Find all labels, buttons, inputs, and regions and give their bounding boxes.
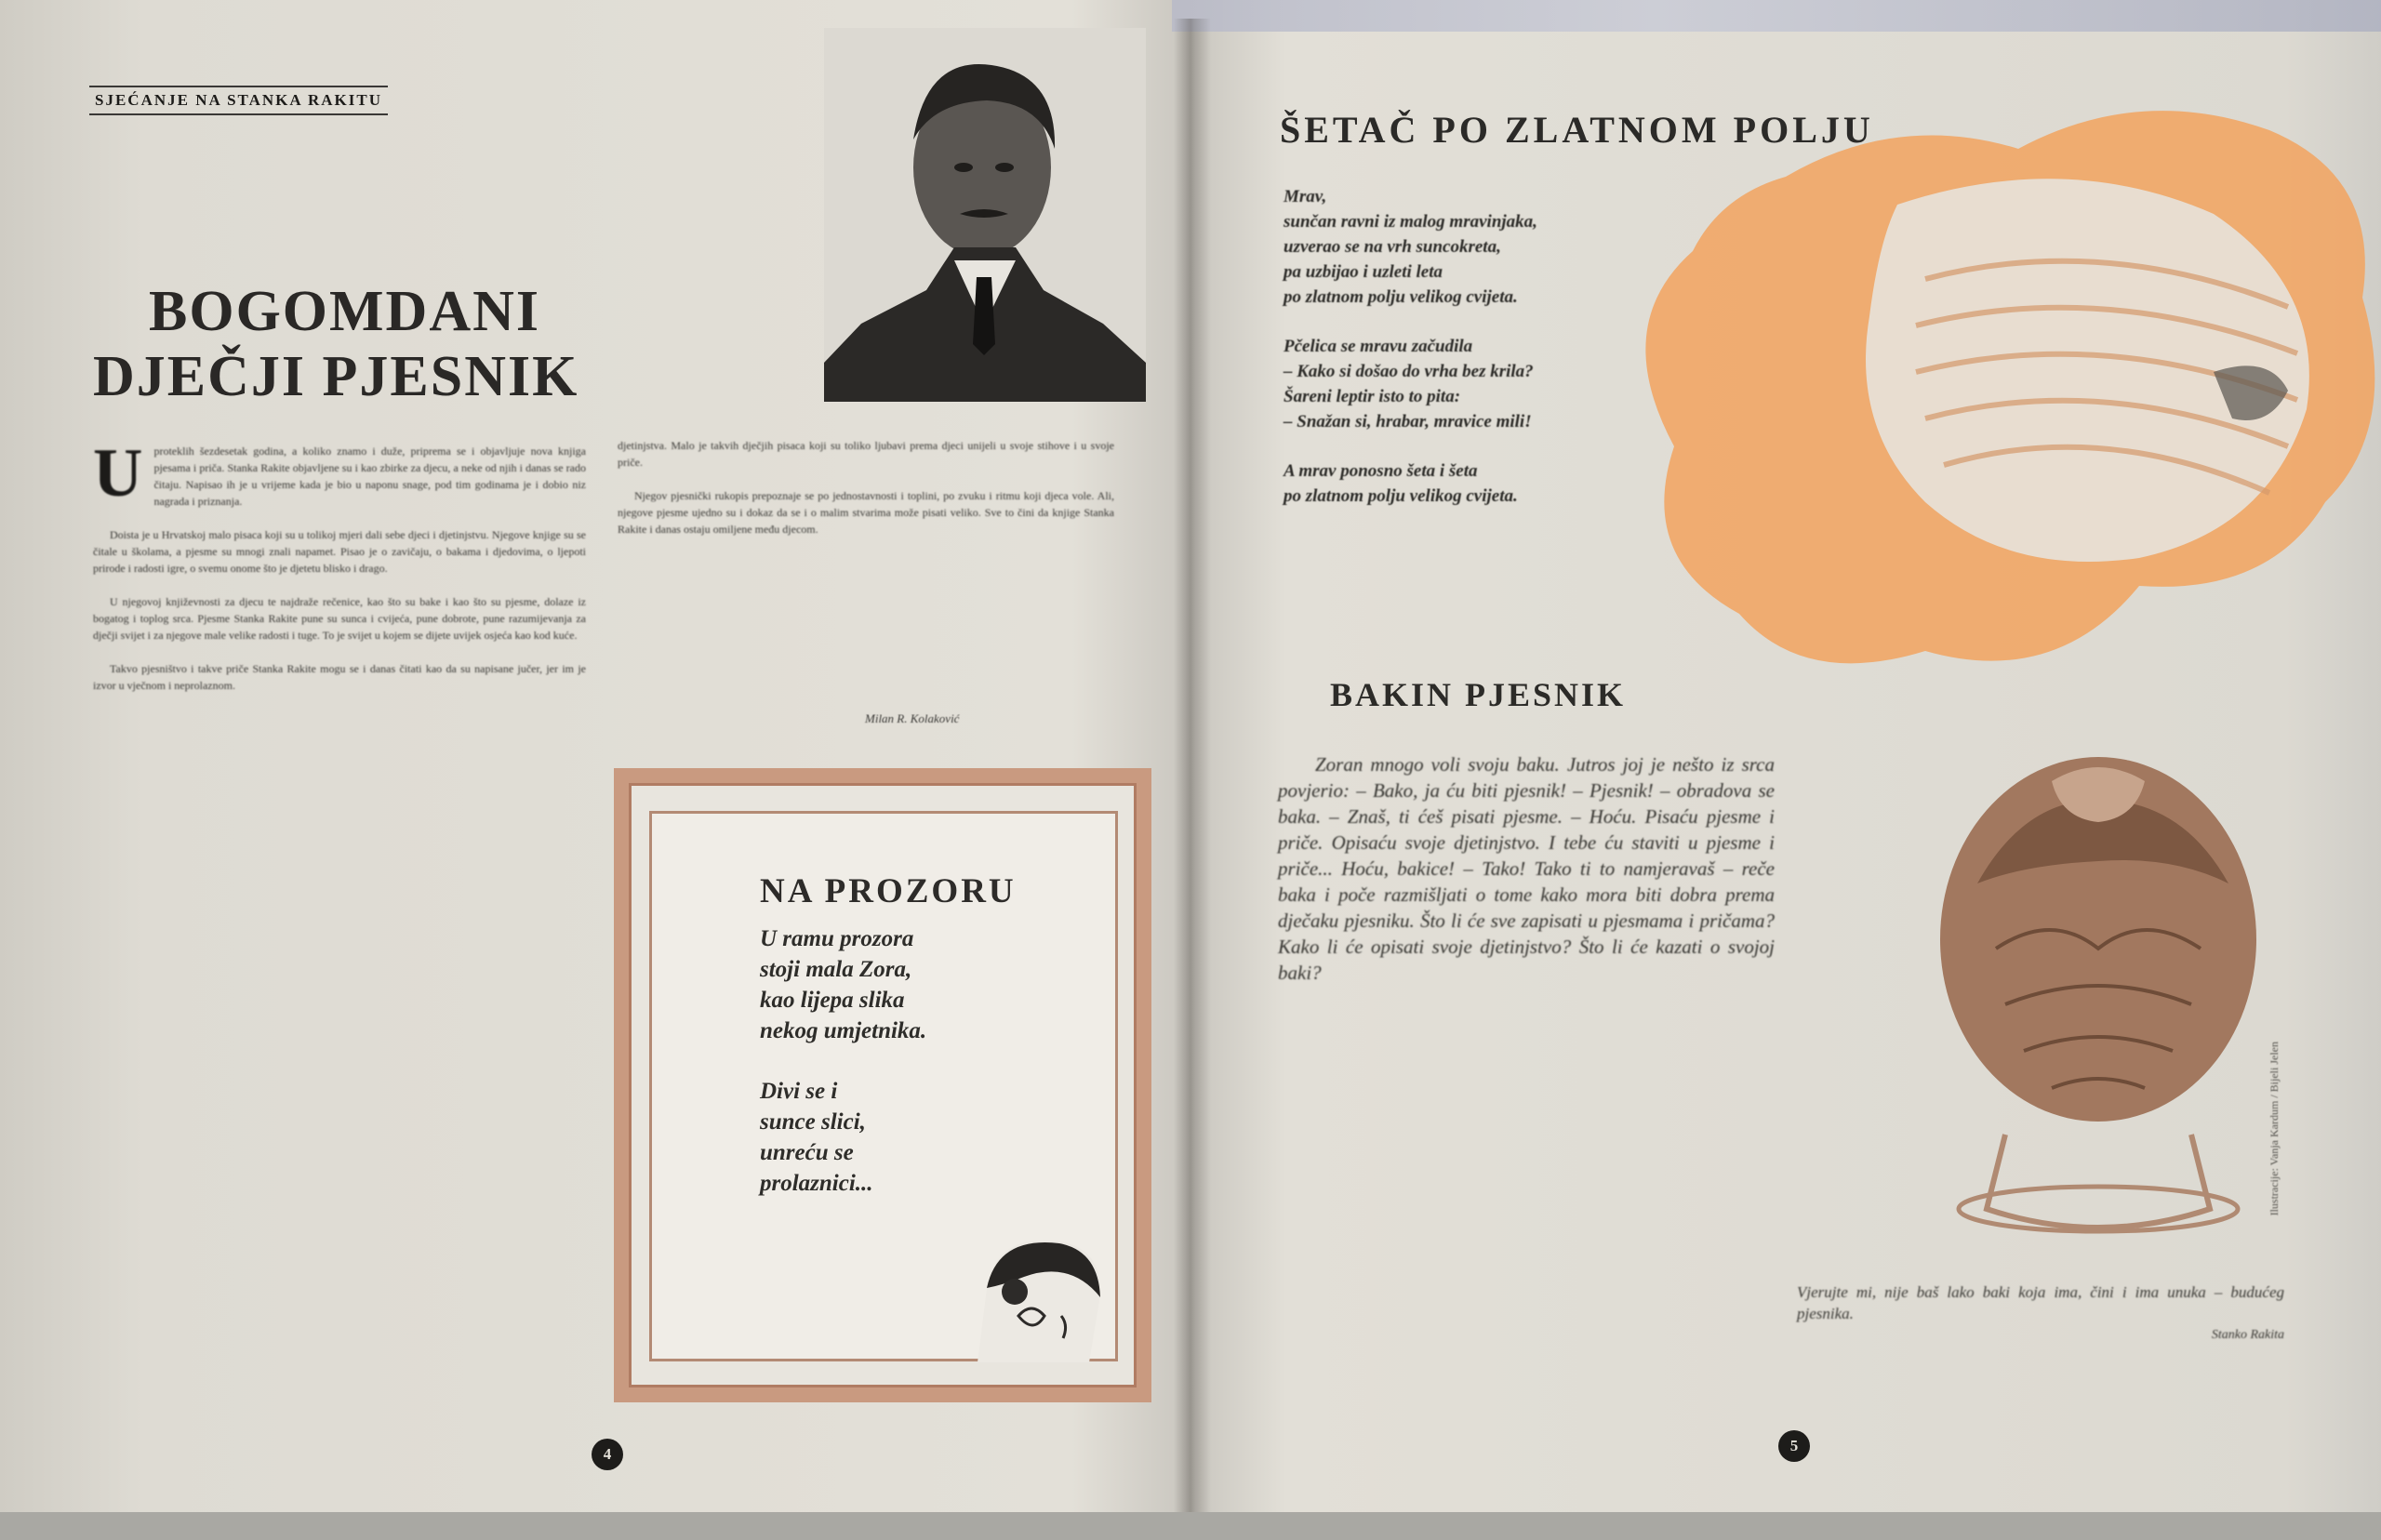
title-line-1: BOGOMDANI — [149, 280, 540, 343]
poem-stanza — [1284, 184, 1860, 310]
poem-line: Pčelica se mravu začudila — [1284, 337, 1473, 356]
poem-line: Mrav, — [1284, 187, 1327, 206]
poem-line: kao lijepa slika — [760, 988, 905, 1013]
poem-line: sunčan ravni iz malog mravinjaka, — [1284, 212, 1537, 232]
story-title: BAKIN PJESNIK — [1330, 676, 1627, 713]
poem-line: U ramu prozora — [760, 926, 914, 951]
poem-body — [760, 923, 1067, 1228]
poem-line: nekog umjetnika. — [760, 1018, 927, 1043]
poem-line: sunce slici, — [760, 1109, 866, 1135]
table-surface — [0, 1512, 2381, 1540]
poem-line: prolaznici... — [760, 1171, 873, 1196]
article-paragraph: proteklih šezdesetak godina, a koliko znamo i duže, priprema se i objavljuje nova knjiga pjesama i priča. Stanka Rakite objavljene su i kao zbirke za djecu, a neke od njih i danas se rado čitaju. Napisao ih je u vrijeme kada je bio u naponu snage, pod tim godinama je i dobio niz nagrada i priznanja. — [153, 445, 586, 508]
page-number-right: 5 — [1778, 1430, 1810, 1462]
article-signature: Milan R. Kolaković — [865, 711, 960, 725]
poem-line: pa uzbijao i uzleti leta — [1284, 262, 1443, 282]
article-column-1 — [93, 435, 586, 710]
closing-note-text: Vjerujte mi, nije baš lako baki koja ima, čini i ima unuka – budućeg pjesnika. — [1797, 1283, 2284, 1322]
poem-body — [1284, 184, 1860, 533]
article-paragraph: Takvo pjesništvo i takve priče Stanka Rakite mogu se i danas čitati kao da su napisane jučer, jer im je izvor u vječnom i neprolaznom. — [93, 662, 586, 692]
article-title — [93, 279, 725, 409]
article-paragraph: Njegov pjesnički rukopis prepoznaje se po jednostavnosti i toplini, po zvuku i ritmu koji djeca vole. Ali, njegove pjesme ujedno su i dokaz da se i o malim stvarima može pisati veliko. Sve to čini da knjige Stanka Rakite i danas ostaju omiljene među djecom. — [618, 489, 1114, 536]
poem-line: po zlatnom polju velikog cvijeta. — [1284, 287, 1518, 307]
page-number-left: 4 — [592, 1439, 623, 1470]
article-column-2 — [618, 437, 1114, 554]
poem-stanza — [760, 1076, 1067, 1199]
article-paragraph: djetinjstva. Malo je takvih dječjih pisaca koji su toliko ljubavi prema djeci unijeli u svoje stihove i u svoje priče. — [618, 439, 1114, 469]
title-line-2: DJEČJI PJESNIK — [93, 345, 579, 408]
poem-stanza — [760, 923, 1067, 1046]
poem-line: Divi se i — [760, 1079, 838, 1104]
poem-frame — [614, 768, 1151, 1402]
closing-note-signature: Stanko Rakita — [2211, 1328, 2284, 1342]
poem-stanza — [1284, 334, 1860, 434]
poem-line: A mrav ponosno šeta i šeta — [1284, 461, 1478, 481]
story-body — [1278, 751, 1775, 986]
poem-line: po zlatnom polju velikog cvijeta. — [1284, 486, 1518, 506]
article-paragraph: U njegovoj književnosti za djecu te najdraže rečenice, kao što su bake i kao što su pjesme, dolaze iz bogatog i toplog srca. Pjesme Stanka Rakite pune su sunca i cvijeća, pune dobrote, pune razumijevanja za dječji svijet i za njegove male velike radosti i tuge. To je svijet u kojem se dijete uvijek osjeća kao kod kuće. — [93, 595, 586, 642]
poem-line: unreću se — [760, 1140, 854, 1165]
book-gutter — [1174, 19, 1211, 1516]
poem-line: – Snažan si, hrabar, mravice mili! — [1284, 412, 1532, 431]
author-portrait — [824, 28, 1146, 402]
poem-title: NA PROZORU — [760, 872, 1017, 910]
page-top-edge — [1172, 0, 2381, 32]
story-paragraph: Zoran mnogo voli svoju baku. Jutros joj je nešto iz srca povjerio: – Bako, ja ću biti pjesnik! – Pjesnik! – obradova se baka. – Znaš, ti ćeš pisati pjesme. – Hoću. Pisaću pjesme i priče. Opisaću svoje djetinjstvo. I tebe ću staviti u pjesme i priče... Hoću, bakice! – Tako! Tako ti to namjeravaš – reče baka i poče razmišljati o tome kako mora biti dobra prema dječaku pjesniku. Što li će sve zapisati u pjesmama i pričama? Kako li će opisati svoje djetinjstvo? Što li će kazati o svojoj baki? — [1278, 753, 1775, 984]
section-kicker: SJEĆANJE NA STANKA RAKITU — [89, 86, 388, 115]
poem-line: – Kako si došao do vrha bez krila? — [1284, 362, 1534, 381]
drop-cap: U — [93, 435, 143, 511]
poem-line: Šareni leptir isto to pita: — [1284, 387, 1461, 406]
story-closing-note — [1797, 1281, 2284, 1346]
poem-title: ŠETAČ PO ZLATNOM POLJU — [1280, 109, 1874, 151]
poem-line: uzverao se na vrh suncokreta, — [1284, 237, 1501, 257]
poem-line: stoji mala Zora, — [760, 957, 912, 982]
illustration-credit: Ilustracije: Vanja Kardum / Bijeli Jelen — [2268, 1042, 2281, 1216]
girl-face-illustration — [959, 1223, 1117, 1362]
grandmother-illustration — [1866, 744, 2331, 1265]
poem-frame-inner — [649, 811, 1118, 1361]
poem-stanza — [1284, 458, 1860, 509]
article-paragraph: Doista je u Hrvatskoj malo pisaca koji su u tolikoj mjeri dali sebe djeci i djetinjstvu. Njegove knjige su se čitale u školama, a pjesme su mnogi znali napamet. Pisao je o zavičaju, o bakama i djedovima, o ljepoti prirode i radosti igre, o svemu onome što je djetetu blisko i drago. — [93, 528, 586, 575]
